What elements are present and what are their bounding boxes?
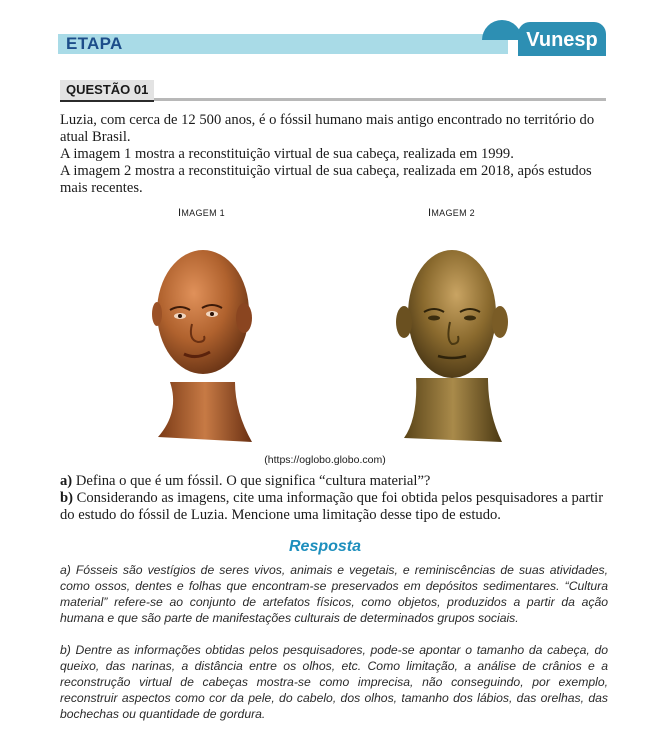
image-credit: (https://oglobo.globo.com) <box>264 454 386 466</box>
item-a: a) Defina o que é um fóssil. O que significa “cultura material”? <box>60 473 431 489</box>
exam-tab-label: Vunesp <box>526 29 598 51</box>
header-band <box>58 34 508 54</box>
image-2-label: IMAGEM 2 <box>428 207 475 219</box>
image-1-label: IMAGEM 1 <box>178 207 225 219</box>
answer-b: b) Dentre as informações obtidas pelos pesquisadores, pode-se apontar o tamanho da cabeça, do queixo, das narinas, a distância entre os olhos, etc. Como limitação, a análise de crânios e a reconstrução virtual de cabeças mostra-se como imprecisa, não conseguindo, por exemplo, reconstruir aspectos como cor da pele, do cabelo, dos olhos, tamanho dos lábios, das orelhas, das bochechas ou quantidade de gordura. <box>60 643 608 721</box>
answer-a: a) Fósseis são vestígios de seres vivos, animais e vegetais, e reminiscências de suas atividades, como ossos, dentes e folhas que encontram-se preservados em depósitos sedimentares. “Cultura material” refere-se ao conjunto de artefatos físicos, como objetos, produzidos a partir da ação humana e que são parte de manifestações culturais de determinados grupos sociais. <box>60 563 608 625</box>
brand-logo: ETAPA <box>66 34 123 53</box>
intro-paragraph-1: Luzia, com cerca de 12 500 anos, é o fóssil humano mais antigo encontrado no território do atual Brasil. <box>60 112 595 145</box>
intro-paragraph-3: A imagem 2 mostra a reconstituição virtual de sua cabeça, realizada em 2018, após estudos mais recentes. <box>60 163 592 196</box>
answer-title: Resposta <box>288 538 362 555</box>
exam-tab <box>470 20 606 56</box>
exam-tab-box <box>518 22 606 56</box>
tab-notch <box>482 20 522 40</box>
intro-paragraph-2: A imagem 1 mostra a reconstituição virtual de sua cabeça, realizada em 1999. <box>60 146 514 162</box>
item-b: b) Considerando as imagens, cite uma informação que foi obtida pelos pesquisadores a partir do estudo do fóssil de Luzia. Mencione uma limitação desse tipo de estudo. <box>60 490 604 523</box>
question-label: QUESTÃO 01 <box>60 80 154 102</box>
reconstruction-1999-image <box>140 232 270 447</box>
reconstruction-2018-image <box>388 238 518 448</box>
